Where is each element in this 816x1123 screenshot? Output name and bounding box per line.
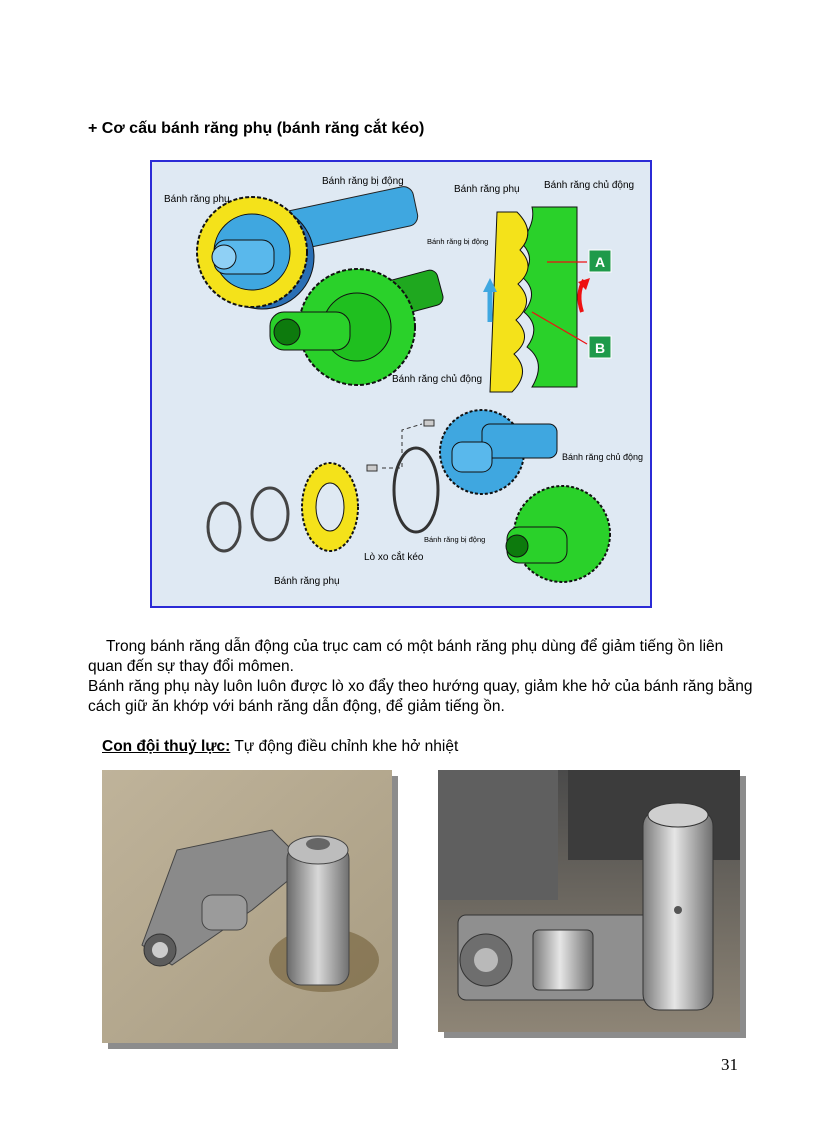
photo-1-svg	[102, 770, 392, 1043]
marker-b: B	[594, 340, 606, 356]
label-bottom-sub-gear: Bánh răng phụ	[274, 576, 340, 587]
label-bottom-driven-gear: Bánh răng bị động	[424, 535, 486, 544]
label-detail-sub-gear: Bánh răng phụ	[454, 184, 520, 195]
hydraulic-lifter-heading	[102, 738, 458, 756]
page-number: 31	[721, 1055, 738, 1074]
gear-diagram	[150, 160, 652, 608]
description-paragraph	[88, 637, 758, 717]
description-line-2: Bánh răng phụ này luôn luôn được lò xo đẩy theo hướng quay, giảm khe hở của bánh răng bằng cách giữ ăn khớp với bánh răng dẫn động, để giảm tiếng ồn.	[88, 678, 753, 715]
label-scissor-spring: Lò xo cắt kéo	[364, 552, 424, 563]
label-bottom-drive-gear: Bánh răng chủ động	[562, 452, 644, 462]
hydraulic-lifter-photo-1	[102, 770, 392, 1043]
hydraulic-text: Tự động điều chỉnh khe hở nhiệt	[230, 738, 459, 755]
section-heading: + Cơ cấu bánh răng phụ (bánh răng cắt kéo)	[88, 120, 425, 137]
label-detail-drive-gear: Bánh răng chủ động	[544, 180, 635, 191]
marker-a: A	[594, 254, 606, 270]
hydraulic-lifter-photo-2	[438, 770, 740, 1032]
gear-mesh-detail	[483, 207, 611, 392]
label-top-sub-gear: Bánh răng phụ	[164, 194, 230, 205]
photo-2-svg	[438, 770, 740, 1032]
label-top-drive-gear: Bánh răng chủ động	[392, 374, 483, 385]
gear-diagram-svg	[152, 162, 650, 606]
label-detail-driven-gear: Bánh răng bị động	[427, 237, 489, 246]
description-line-1: Trong bánh răng dẫn động của trục cam có một bánh răng phụ dùng để giảm tiếng ồn liên quan đến sự thay đổi mômen.	[88, 638, 724, 675]
label-top-driven-gear: Bánh răng bị động	[322, 176, 404, 187]
camshaft-assembly-top	[197, 185, 445, 385]
hydraulic-title: Con đội thuỷ lực:	[102, 738, 231, 755]
